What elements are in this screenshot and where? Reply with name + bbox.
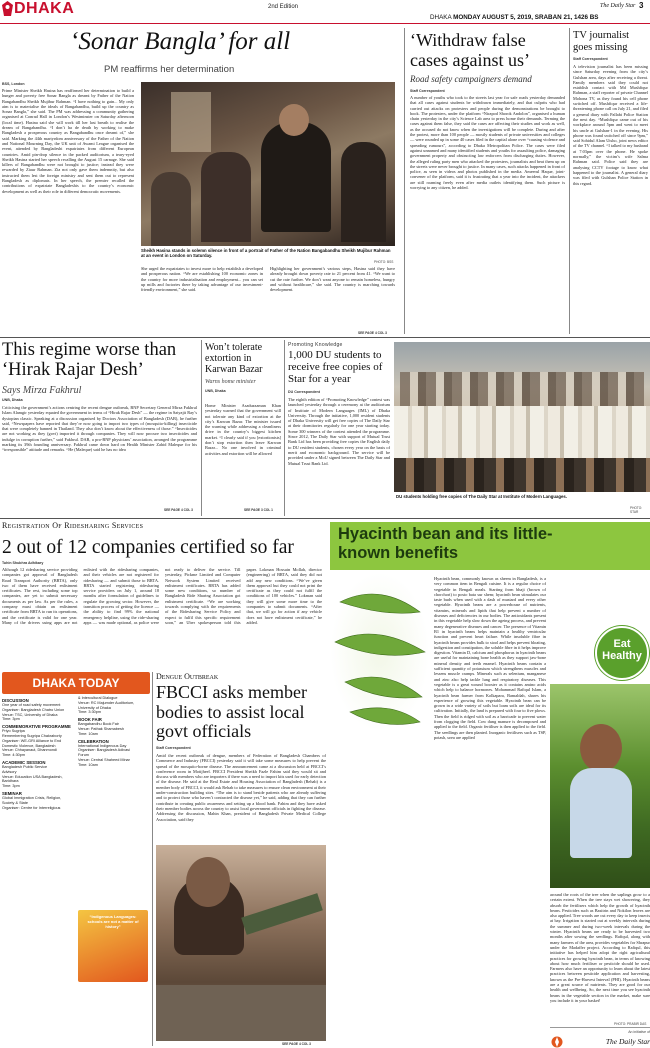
body-hyacinth-1: Hyacinth bean, commonly known as sheem in Bangladesh, is a very common item in Bengali cuisine. It is a regular choice of vegetable in Bengali meals. Starting from bhaji (brown of chorchori) to posto bata sur shem; hyacinth bean stimulates our taste buds when used with a dash of mustard and every other vegetable. Hyacinth beans are a powerhouse of nutrients, vitamins, minerals and lipids that help prevent a number of diseases and deficiencies in our bodies. The antioxidants present in this vegetable help slow down the ageing process, and prevent many degenerative diseases and cancer. The presence of Vitamin B1 in hyacinth beans helps maintain a healthy ventricular function and prevent heart failure. While insoluble fibre in hyacinth beans provides bulk to stool and helps prevent bloating, indigestion and constipation, the soluble fibre in it helps improve digestion. Vitamin D, calcium and phosphorus in hyacinth beans are useful for maintaining bone health as they support jaw-bone mineral density and teeth enamel. Hyacinth beans contain a sufficient quantity of potassium which strengthens muscles and lessens muscle cramps. Minerals such as selenium, manganese and zinc also help tackle lung and respiratory diseases. This vegetable is a great wound booster as it contains amino acids which help to balance hormones. Mohammad Rafiqul Islam, a hyacinth bean farmer from Kolkapara, Bamaldah, shares his experience of growing this vegetable. Hyacinth bean can be grown in a wide variety of soils but loam soils are ideal for its cultivation. Initially, the land is prepared with four to five plows. Then the field is ridged with soil as a barricade to prevent water from clogging the field. Cow dung manure is decomposed and applied to the field. Organic fertiliser is then applied to the field. The seedlings are then planted. Inorganic fertilisers such as TSP, potash, urea are applied [434, 576, 546, 740]
dhaka-today-line: Venue: Education USA Bangladesh, [2, 774, 63, 779]
headline-sonar-bangla: ‘Sonar Bangla’ for all [70, 28, 291, 55]
kicker-dengue: Dengue Outbreak [156, 672, 219, 681]
dhaka-today-line: Remembering Sugripa Chakraborty [2, 733, 62, 738]
shapla-logo-icon [550, 1035, 564, 1047]
body-dengue: Amid the recent outbreak of dengue, members of Federation of Bangladesh Chambers of Commerce and Industry (FBCCI) yesterday said it will take some measures to help prevent the spread of the mosquito-borne disease. The announcement came at a discussion held at FBCCI’s conference room in Motijheel. FBCCI President Sheikh Fazle Fahim said they would sit and discuss with members who are importers if there was a need to import kits used for early detection of the disease. He said at the Real Estate and Housing Association of Bangladesh (Rehab) is a member body of FBCCI, it would ask Rehab to take measures to ensure clean environment at their under-construction building sites. “The aim is to stand beside patients who are already suffering and to protect those who haven’t contracted the disease yet,” he said, adding that they can further contribute in creating public awareness and setting up a blood bank. Fahim and they have asked their member bodies across the country to assist local government officials in fighting the disease. Addressing the discussion, Mahin Khan, president of Bangladesh Private Medical College Association, said they [156, 753, 326, 822]
caption-pm-london: Sheikh Hasina stands in solemn silence in front of a portrait of Father of the Nation Bangabandhu Sheikh Mujibur Rahman at an event in London on Saturday. [141, 248, 391, 259]
eat-healthy-title: Hyacinth bean and its little-known benefits [338, 525, 553, 562]
initiative-name: The Daily Star [605, 1036, 650, 1046]
headline-regime: This regime worse than ‘Hirak Rajar Desh’ [2, 340, 177, 380]
dhaka-today-line: Time: 4:30pm [2, 753, 26, 758]
photo-pm-london [141, 82, 395, 246]
dhaka-today-line: Bangabandhu Book Fair [78, 722, 119, 727]
photo-dengue-worker [156, 845, 326, 1041]
byline-regime: UNB, Dhaka [2, 398, 23, 402]
logo-icon [2, 1, 13, 16]
eat-badge-top: Eat [613, 638, 631, 650]
headline-tv-journalist: TV journalist goes missing [573, 30, 630, 53]
dhaka-today-line: Time: 3pm [2, 784, 20, 789]
dhaka-today-heading: SEMINAR [2, 790, 22, 796]
dhaka-today-line: International Indigenous Day [78, 743, 127, 748]
initiative-box [550, 1027, 650, 1048]
indigenous-ad [78, 910, 148, 982]
photo-bean-farmer [550, 684, 650, 888]
credit-pm-london: PHOTO: BSS [374, 260, 394, 264]
dhaka-today-heading: ACADEMIC SESSION [2, 759, 46, 765]
dhaka-today-line: Venue: Pathak Shamabesh [78, 726, 125, 731]
dhaka-today-line: Domestic Violence, Bangladesh [2, 743, 56, 748]
initiative-label: An initiative of [628, 1030, 650, 1034]
dhaka-today-title: DHAKA TODAY [2, 672, 150, 694]
photo-du-students [394, 342, 650, 492]
dhaka-today-line: Advisory [2, 769, 17, 774]
indigenous-ad-text: “Indigenous Languages: schools are not a matter of history” [87, 914, 139, 929]
dateline-city: DHAKA [430, 14, 452, 21]
body-tv: A television journalist has been missing since Saturday evening from the city’s Gulshan area, days after receiving a threat. Family members said they could not establish contact with Md Mushfiqur Rahman, a staff reporter of private Channel Mohona TV, as they found his cell phone switched off. Mushfiqur received a life-threatening phone call on July 21, and filed a general diary with Pallabi Police Station the next day. “Mushfiqur came out of his workplace around 5pm and went to meet his uncle at Gulshan-1 in the evening. His phone was found switched off since 9pm,” said Sohidul Alam Utsho, joint news editor of the TV channel. “I talked to my husband at 7:03pm over the phone. He spoke normally,” the victim’s wife Salma Rahman said. Police said they are analysing CCTV footage to know what happened to the journalist. A general diary was filed with Gulshan Police Station in this regard. [573, 64, 648, 186]
dhaka-today-line: Baridhara [2, 779, 19, 784]
dhaka-today-col2 [78, 696, 150, 768]
section-logo: DHAKA [14, 0, 75, 17]
byline-dengue: Staff Correspondent [156, 746, 191, 750]
dhaka-today-line: Forum [78, 753, 89, 758]
page-number: 3 [639, 1, 644, 10]
dhaka-today-line: University of Dhaka [78, 705, 111, 710]
headline-extortion: Won’t tolerate extortion in Karwan Bazar [205, 342, 263, 375]
subhead-regime: Says Mirza Fakhrul [2, 385, 82, 396]
cont-regime[interactable]: SEE PAGE 4 COL 3 [164, 508, 193, 512]
byline-withdraw: Staff Correspondent [410, 89, 445, 93]
subhead-withdraw: Road safety campaigners demand [410, 74, 532, 84]
dhaka-today-line: Venue: Chhayanaut, Dhanmondi [2, 748, 57, 753]
headline-books: 1,000 DU students to receive free copies of Star for a year [288, 349, 383, 385]
dhaka-today-line: Time: 3pm [2, 717, 20, 722]
dhaka-today-line: Venue: Central Shaheed Minar [78, 757, 130, 762]
dhaka-today-line: Organiser: WE-GRI Alliance to End [2, 738, 62, 743]
headline-withdraw: ‘Withdraw false cases against us’ [410, 30, 530, 70]
eat-badge-bottom: Healthy [602, 650, 642, 662]
caption-du-students: DU students holding free copies of The Daily Star at Institute of Modern Languages. [396, 494, 567, 499]
edition-label: 2nd Edition [268, 4, 299, 10]
byline-tv: Staff Correspondent [573, 57, 608, 61]
dhaka-today-line: Organiser: Bangladesh Adivasi [78, 748, 130, 753]
dhaka-today-heading: COMMEMORATIVE PROGRAMME [2, 724, 71, 730]
dhaka-today-col1 [2, 696, 74, 810]
dhaka-today-line: Organiser: Centre for Interreligious [2, 805, 61, 810]
subhead-extortion: Warns home minister [205, 379, 256, 385]
dhaka-today-line: & Intercultural Dialogue [78, 696, 118, 700]
credit-hyacinth: PHOTO: PRABIR DAS [614, 1022, 647, 1026]
dhaka-today-line: Time: 3:30pm [78, 710, 102, 715]
byline-rideshare: Tuhin Shubhra Adhikary [2, 561, 44, 565]
byline-extortion: UNB, Dhaka [205, 389, 226, 393]
body-rideshare: Although 12 ridesharing service providing companies got approval of Bangladesh Road Transport Authority (BRTA), only two of them have received enlistment certificates. The rest, including some top companies, are yet to submit necessary documents as per law. As per the rules, a company must obtain an enlistment certificate from BRTA to run its operations, and the certificate is valid for one year. Many of the drivers using apps are not enlisted with the ridesharing companies, and their vehicles are not registered for ridesharing — and submit those to BRTA. BRTA started registering ridesharing service providers on July 1, around 18 months after formulation of guidelines to regulate the growing sector. However, the transition process of getting the licence — the ability to find 99% the national emergency helpline, using the ride-sharing apps — was made optional, as police were not ready to deliver the service. Till yesterday, Pickme Limited and Computer Network System Limited received enlistment certificates. BRTA has added some new conditions, so number of Bangladesh Ride Sharing Association got enlistment certificate. “We are working towards complying with the requirements of the Ridesharing Service Policy and expect to fulfil this specific requirement soon,” an Uber spokesperson told this paper. Lokman Hossain Mollah, director (engineering) of BRTA, said they did not add any new conditions. “We’ve given them approval but they could not print the certificate as they could not fulfil the conditions of 100 vehicles.” Lokman said they will give some more time to the companies to submit documents. “After that, we will go for action if any vehicle does not have enlistment certificate,” he added. [2, 567, 322, 625]
body-sonar-col3: Highlighting her government’s various steps, Hasina said they have already brought down poverty rate to 21 percent from 41. “We want to cut the rate further. We don’t want anyone to remain homeless, hungry and without healthcare,” she said. The country is marching towards development. [270, 266, 395, 293]
body-regime: Criticising the government’s actions centring the recent dengue outbreak, BNP Secretary General Mirza Fakhrul Islam Alamgir yesterday equated the government in terms of “Hirak Rajar Desh” — the regime in Satyajit Ray’s dystopian classic. Speaking at a discussion organised by Doctors Association of Bangladesh (DAB), he further said, “Newspapers have reported that they’re now going to import two types of (mosquito-killing) insecticide that were completely banned in Thailand. They also don’t know about the effectiveness of those.” “Insecticides are not working as they (govt) imported it through companies. They will now procure two insecticides and indulge in corruption further,” said Fakhrul. DAB, a pro-BNP physicians’ association, arranged the programme marking its 39th founding anniversary. Fakhrul came down hard on Health Minister Zahid Maleque for his “irresponsible” attitude and remarks. “He (Maleque) said he has no idea [2, 405, 197, 453]
body-sonar-col2: She urged the expatriates to invest more to help establish a developed and prosperous nation. “We are establishing 100 economic zones in the country for more industrialisation and employment... you can set up mills and factories there by taking advantage of our investment-friendly environment,” she said. [141, 266, 263, 293]
body-extortion: Home Minister Asaduzzaman Khan yesterday warned that the government will not tolerate any kind of extortion at the city’s Karwan Bazar. The minister issued the warning while addressing a cleanliness drive in the country’s biggest kitchen market. “I clearly said if you [extortionists] don’t stop extortion then leave Karwan Bazar... No one involved in criminal activities and extortion will be allowed [205, 403, 281, 456]
kicker-rideshare: Registration Of Ridesharing Services [2, 521, 144, 530]
byline-sonar: BSS, London [2, 82, 25, 86]
dhaka-today-line: Society & State [2, 800, 28, 805]
eat-healthy-badge [595, 626, 649, 680]
eat-healthy-banner [330, 522, 650, 570]
masthead [0, 0, 650, 24]
byline-books: DU Correspondent [288, 390, 320, 394]
dhaka-today-line: Priyo Sugripa [2, 729, 25, 734]
eat-healthy-section [330, 522, 650, 1048]
dhaka-today-line: Venue: RC Majumder Auditorium, [78, 700, 135, 705]
dhaka-today-line: Global Immigration Crisis, Religion, [2, 795, 62, 800]
dhaka-today-line: Time: 10am [78, 762, 98, 767]
kicker-books: Promoting Knowledge [288, 342, 343, 348]
credit-du-students: PHOTO: STAR [630, 506, 643, 514]
body-sonar: Prime Minister Sheikh Hasina has reaffirmed her determination to build a hunger and poverty free Sonar Bangla as dreamt by Father of the Nation Bangabandhu Sheikh Mujibur Rahman. “I have nothing to gain... My only aim is to materialise the ideals of Bangabandhu, build up the country as Sonar Bangla,” she said. The PM was addressing a community gathering organised at Conrad Hall in London’s Westminster on Saturday afternoon (local time). Hasina said she will work till her last breath to realise the dream of Bangabandhu. “I don’t ha de death by working to make Bangladesh a prosperous country as Bangabandhu once dreamt of,” she said. Marking the 44th martyrdom anniversary of the Father of the Nation and National Mourning Day, the UK unit of Awami League organised the event, attended by Bangladeshi expatriates from different European countries. Amid pin-drop silence in the packed auditorium, a teary-eyed Sheikh Hasina started her speech recalling the August 15 carnage. She said killers of Bangabandhu were not brought to justice; instead they were rewarded by Ziaur Rahman. Zia not only gave them indemnity, but also instructed them lest the foreign ministry and sent them out to represent Bangladesh as diplomats. In her speech, the premier recalled the contributions of expatriate Bangladeshis to the country’s economic development as well as their role in different democratic movements. [2, 88, 134, 194]
dhaka-today-line: Time: 10am [78, 731, 98, 736]
dhaka-today-line: Organiser: Bangladesh Chatro Union [2, 707, 65, 712]
headline-rideshare: 2 out of 12 companies certified so far [2, 537, 294, 558]
cont-dengue[interactable]: SEE PAGE 4 COL 3 [282, 1042, 311, 1046]
dhaka-today-line: One year of road safety movement [2, 703, 61, 707]
dateline [430, 14, 598, 21]
cont-sonar[interactable]: SEE PAGE 4 COL 3 [358, 331, 387, 335]
headline-dengue: FBCCI asks member bodies to assist local govt officials [156, 682, 307, 741]
body-books: The eighth edition of “Promoting Knowledge” contest was launched yesterday through a ceremony at the auditorium of Institute of Modern Languages (IML) of Dhaka University. Through the initiative, 1,000 resident students of Dhaka University will get free copies of The Daily Star at their dormitories regularly for one year starting today. Some 300 winners of the contest attended the programme. Since 2012, The Daily Star with support of Mutual Trust Bank Ltd has been providing free copies the English daily to DU resident students, chosen every year on the basis of merit and economic background. The service will be provided under a MoU signed between The Daily Star and Mutual Trust Bank Ltd. [288, 397, 390, 466]
dateline-date: MONDAY AUGUST 5, 2019, SRABAN 21, 1426 BS [453, 14, 599, 21]
paper-name: The Daily Star [600, 3, 636, 9]
cont-extortion[interactable]: SEE PAGE 3 COL 1 [244, 508, 273, 512]
dhaka-today-heading: DISCUSSION [2, 698, 29, 703]
dhaka-today-line: Venue: TSC, University of Dhaka [2, 712, 58, 717]
subhead-sonar-bangla: PM reaffirms her determination [104, 64, 235, 75]
dhaka-today-line: Bangladesh Public Service [2, 764, 48, 769]
dhaka-today-heading: CELEBRATION [78, 738, 109, 744]
photo-hyacinth-beans [330, 572, 430, 732]
body-hyacinth-2: around the roots of the tree when the saplings grow to a certain extent. When the tree stays wet showering, they absorb the fertilisers which help the growth of hyacinth beans. Pesticides such as Basitrin and Nokilon leaves are also applied. Tree woods are cut every day to keep insects at bay. Irrigation is started out at weekly intervals during the summer and during two-week intervals during the winter. Hyacinth beans are ready to be harvested two months after sowing the seedlings. Rafiqul, along with many farmers of the area, provides vegetables for Shrapur under the Madaffer project. According to Rafiqul, this initiative has helped him adopt the right agricultural practices for growing hyacinth bean, in terms of knowing about how much fertiliser or pesticide should be used. Farmers also have an opportunity to learn about the latest practices between pesticide application and harvesting, known as the Pre-Harvest Interval (PHI). Hyacinth beans are a great source of nutrients. They are good for our health and wellbeing. So, the next time you see hyacinth beans in the vegetable section in the market, make sure you include it in your basket! [550, 892, 650, 1003]
body-withdraw: A number of youths who took to the streets last year for safe roads yesterday demanded that all cases against students be withdrawn immediately, and that culprits who had carried out attacks on protesters and people during the demonstrations be brought to book. The protesters, under the platform “Nirapod Shorok Andolon”, organised a human chain yesterday in the city’s Science Lab area to press home their demands. Terming the cases against them false, they said the cases are affecting their studies and work as well, as the accused do not know when the investigations will be complete. During and after the protest, more than 100 people — mostly students of private universities and colleges — were rounded up in some 40 cases filed in the capital alone over “causing violence and spreading rumours”, according to Dhaka Metropolitan Police. The cases were filed against unnamed and many identified students and youths for assaulting police, damaging government property and obstructing law enforcers from discharging duties. However, the alleged ruling party men who attacked the protesters, journalists and beat them up on the streets were never brought to justice. In many cases, such attacks happened in front of police, as seen in videos and photos published in the media. Ameerul Haque, joint-convener of the platform, said it is frustrating that a year into the incident, the attackers are still roaming freely even after media outlets identifying them. Such picture is worrying to any citizen, he added. [410, 95, 565, 191]
dhaka-today-heading: BOOK FAIR [78, 717, 102, 723]
dhaka-today-box [2, 672, 150, 1046]
